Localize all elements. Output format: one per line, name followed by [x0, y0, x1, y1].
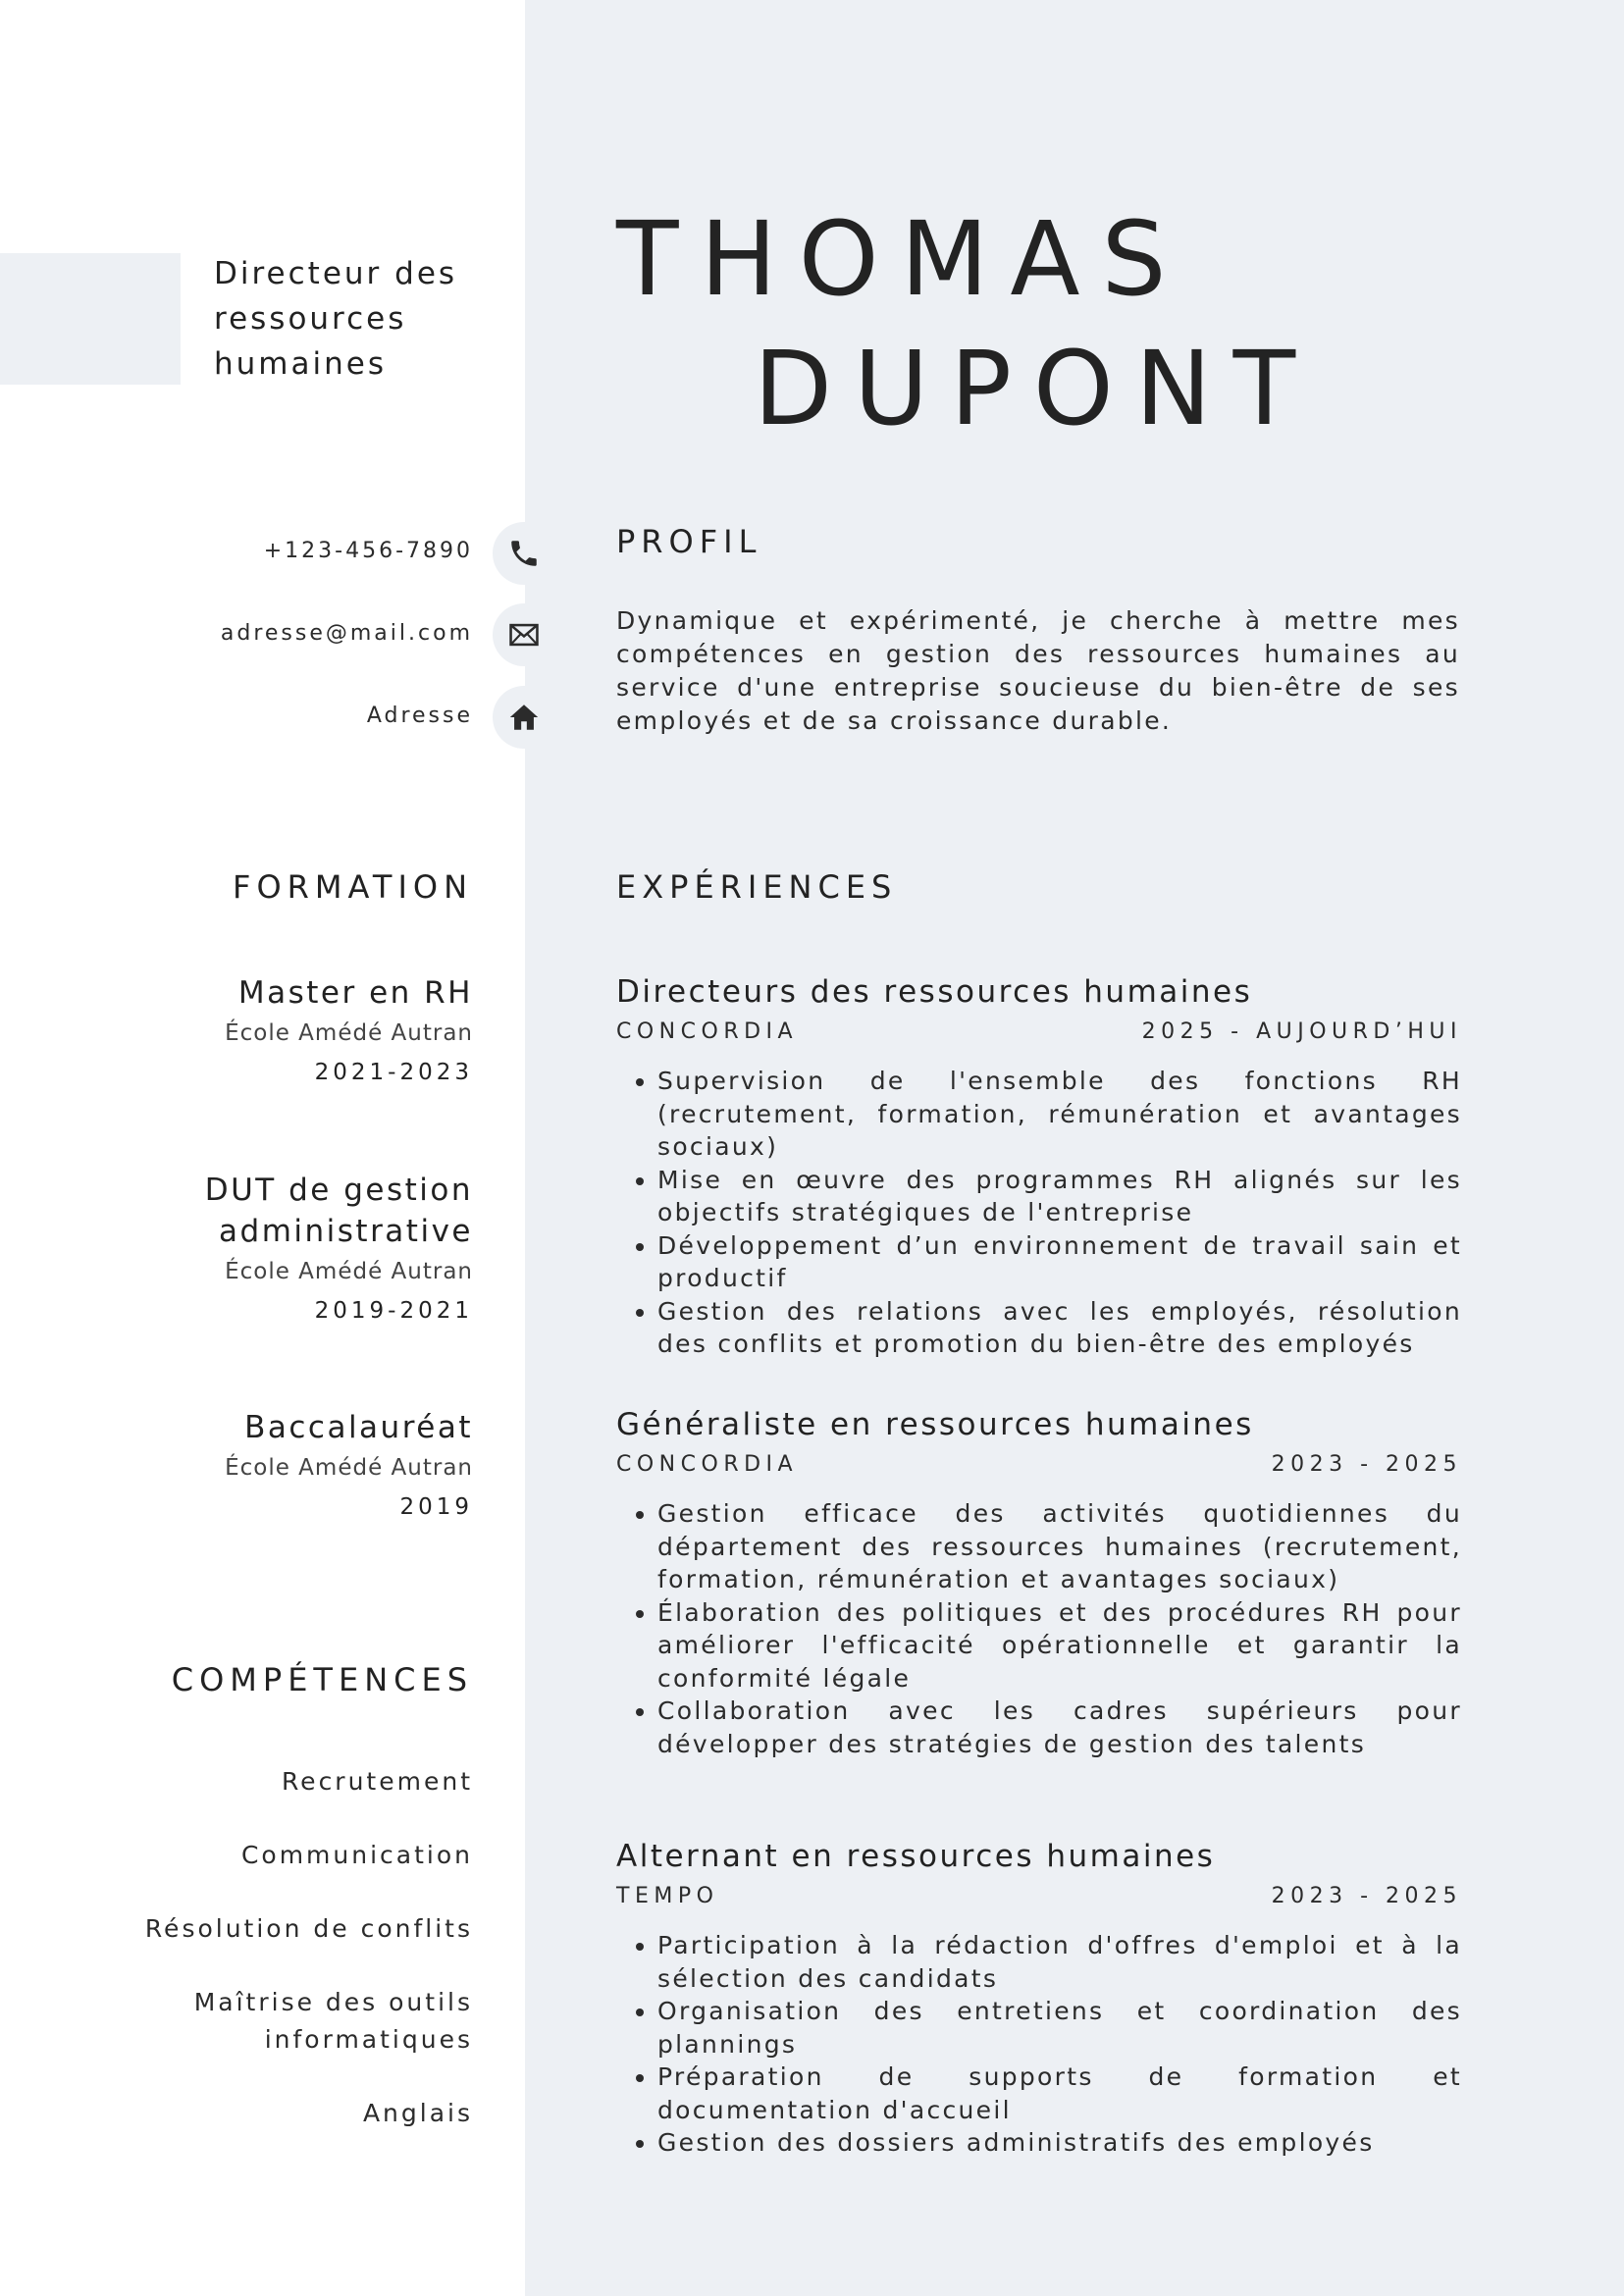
title-accent-block: [0, 253, 181, 385]
experience-bullets: [616, 1065, 1462, 1361]
experience-bullets: [616, 1497, 1462, 1760]
phone-icon: [493, 522, 555, 585]
experience-job-title: Alternant en ressources humaines: [616, 1839, 1216, 1874]
home-icon: [493, 686, 555, 749]
skill-item: Communication: [240, 1841, 473, 1869]
education-degree: Master en RH: [237, 975, 473, 1011]
skill-item: Résolution de conflits: [144, 1914, 473, 1943]
mail-icon: [493, 603, 555, 666]
education-years: 2021-2023: [314, 1060, 473, 1085]
skill-item: Anglais: [362, 2099, 473, 2127]
experience-bullet: • Développement d’un environnement de travail sain et productif: [657, 1229, 1462, 1295]
skill-item: Recrutement: [281, 1767, 473, 1796]
contact-email[interactable]: adresse@mail.com: [220, 621, 473, 646]
experience-bullet: • Organisation des entretiens et coordination des plannings: [657, 1995, 1462, 2061]
experience-job-title: Généraliste en ressources humaines: [616, 1407, 1254, 1442]
experience-item: [616, 1405, 1462, 1760]
experience-bullet: • Gestion des dossiers administratifs des employés: [657, 2126, 1462, 2160]
education-school: École Amédé Autran: [225, 1259, 473, 1284]
experience-bullet: • Supervision de l'ensemble des fonctions RH (recrutement, formation, rémunération et avantages sociaux): [657, 1065, 1462, 1164]
experience-job-title: Directeurs des ressources humaines: [616, 974, 1253, 1010]
education-years: 2019: [399, 1494, 473, 1520]
experience-item: [616, 1837, 1462, 2160]
experience-company: CONCORDIA: [616, 1019, 799, 1044]
contact-address: Adresse: [366, 704, 473, 728]
experience-bullets: [616, 1929, 1462, 2160]
experience-bullet: • Gestion efficace des activités quotidiennes du département des ressources humaines (recrutement, formation, rémunération et avantages sociaux): [657, 1497, 1462, 1596]
education-school: École Amédé Autran: [225, 1020, 473, 1046]
skills-title: COMPÉTENCES: [171, 1661, 473, 1698]
experience-company: TEMPO: [616, 1884, 719, 1908]
education-degree: DUT de gestion administrative: [204, 1173, 473, 1249]
education-school: École Amédé Autran: [225, 1455, 473, 1481]
experience-company: CONCORDIA: [616, 1452, 799, 1477]
first-name: THOMAS: [616, 199, 1188, 319]
education-title: FORMATION: [233, 868, 473, 906]
job-title: Directeur des ressources humaines: [214, 256, 458, 382]
education-item: [159, 1170, 473, 1327]
education-degree: Baccalauréat: [244, 1410, 473, 1445]
experience-title: EXPÉRIENCES: [616, 868, 898, 906]
experience-period: 2023 - 2025: [1271, 1884, 1462, 1908]
experience-bullet: • Mise en œuvre des programmes RH alignés sur les objectifs stratégiques de l'entreprise: [657, 1164, 1462, 1229]
last-name: DUPONT: [754, 329, 1318, 448]
experience-item: [616, 972, 1462, 1361]
profile-text: Dynamique et expérimenté, je cherche à mettre mes compétences en gestion des ressources humaines au service d'une entreprise soucieuse du bien-être de ses employés et de sa croissance durable.: [616, 606, 1460, 735]
contact-phone[interactable]: +123-456-7890: [263, 539, 473, 563]
profile-title: PROFIL: [616, 523, 762, 560]
experience-period: 2025 - AUJOURD’HUI: [1141, 1019, 1462, 1044]
education-years: 2019-2021: [314, 1298, 473, 1324]
experience-bullet: • Participation à la rédaction d'offres d'emploi et à la sélection des candidats: [657, 1929, 1462, 1995]
experience-bullet: • Préparation de supports de formation et documentation d'accueil: [657, 2061, 1462, 2126]
experience-bullet: • Collaboration avec les cadres supérieurs pour développer des stratégies de gestion des talents: [657, 1695, 1462, 1760]
experience-bullet: • Gestion des relations avec les employés, résolution des conflits et promotion du bien-être des employés: [657, 1295, 1462, 1361]
experience-bullet: • Élaboration des politiques et des procédures RH pour améliorer l'efficacité opérationnelle et garantir la conformité légale: [657, 1596, 1462, 1696]
education-item: [159, 1407, 473, 1523]
skill-item: Maîtrise des outils informatiques: [193, 1988, 473, 2054]
education-item: [159, 972, 473, 1088]
experience-period: 2023 - 2025: [1271, 1452, 1462, 1477]
